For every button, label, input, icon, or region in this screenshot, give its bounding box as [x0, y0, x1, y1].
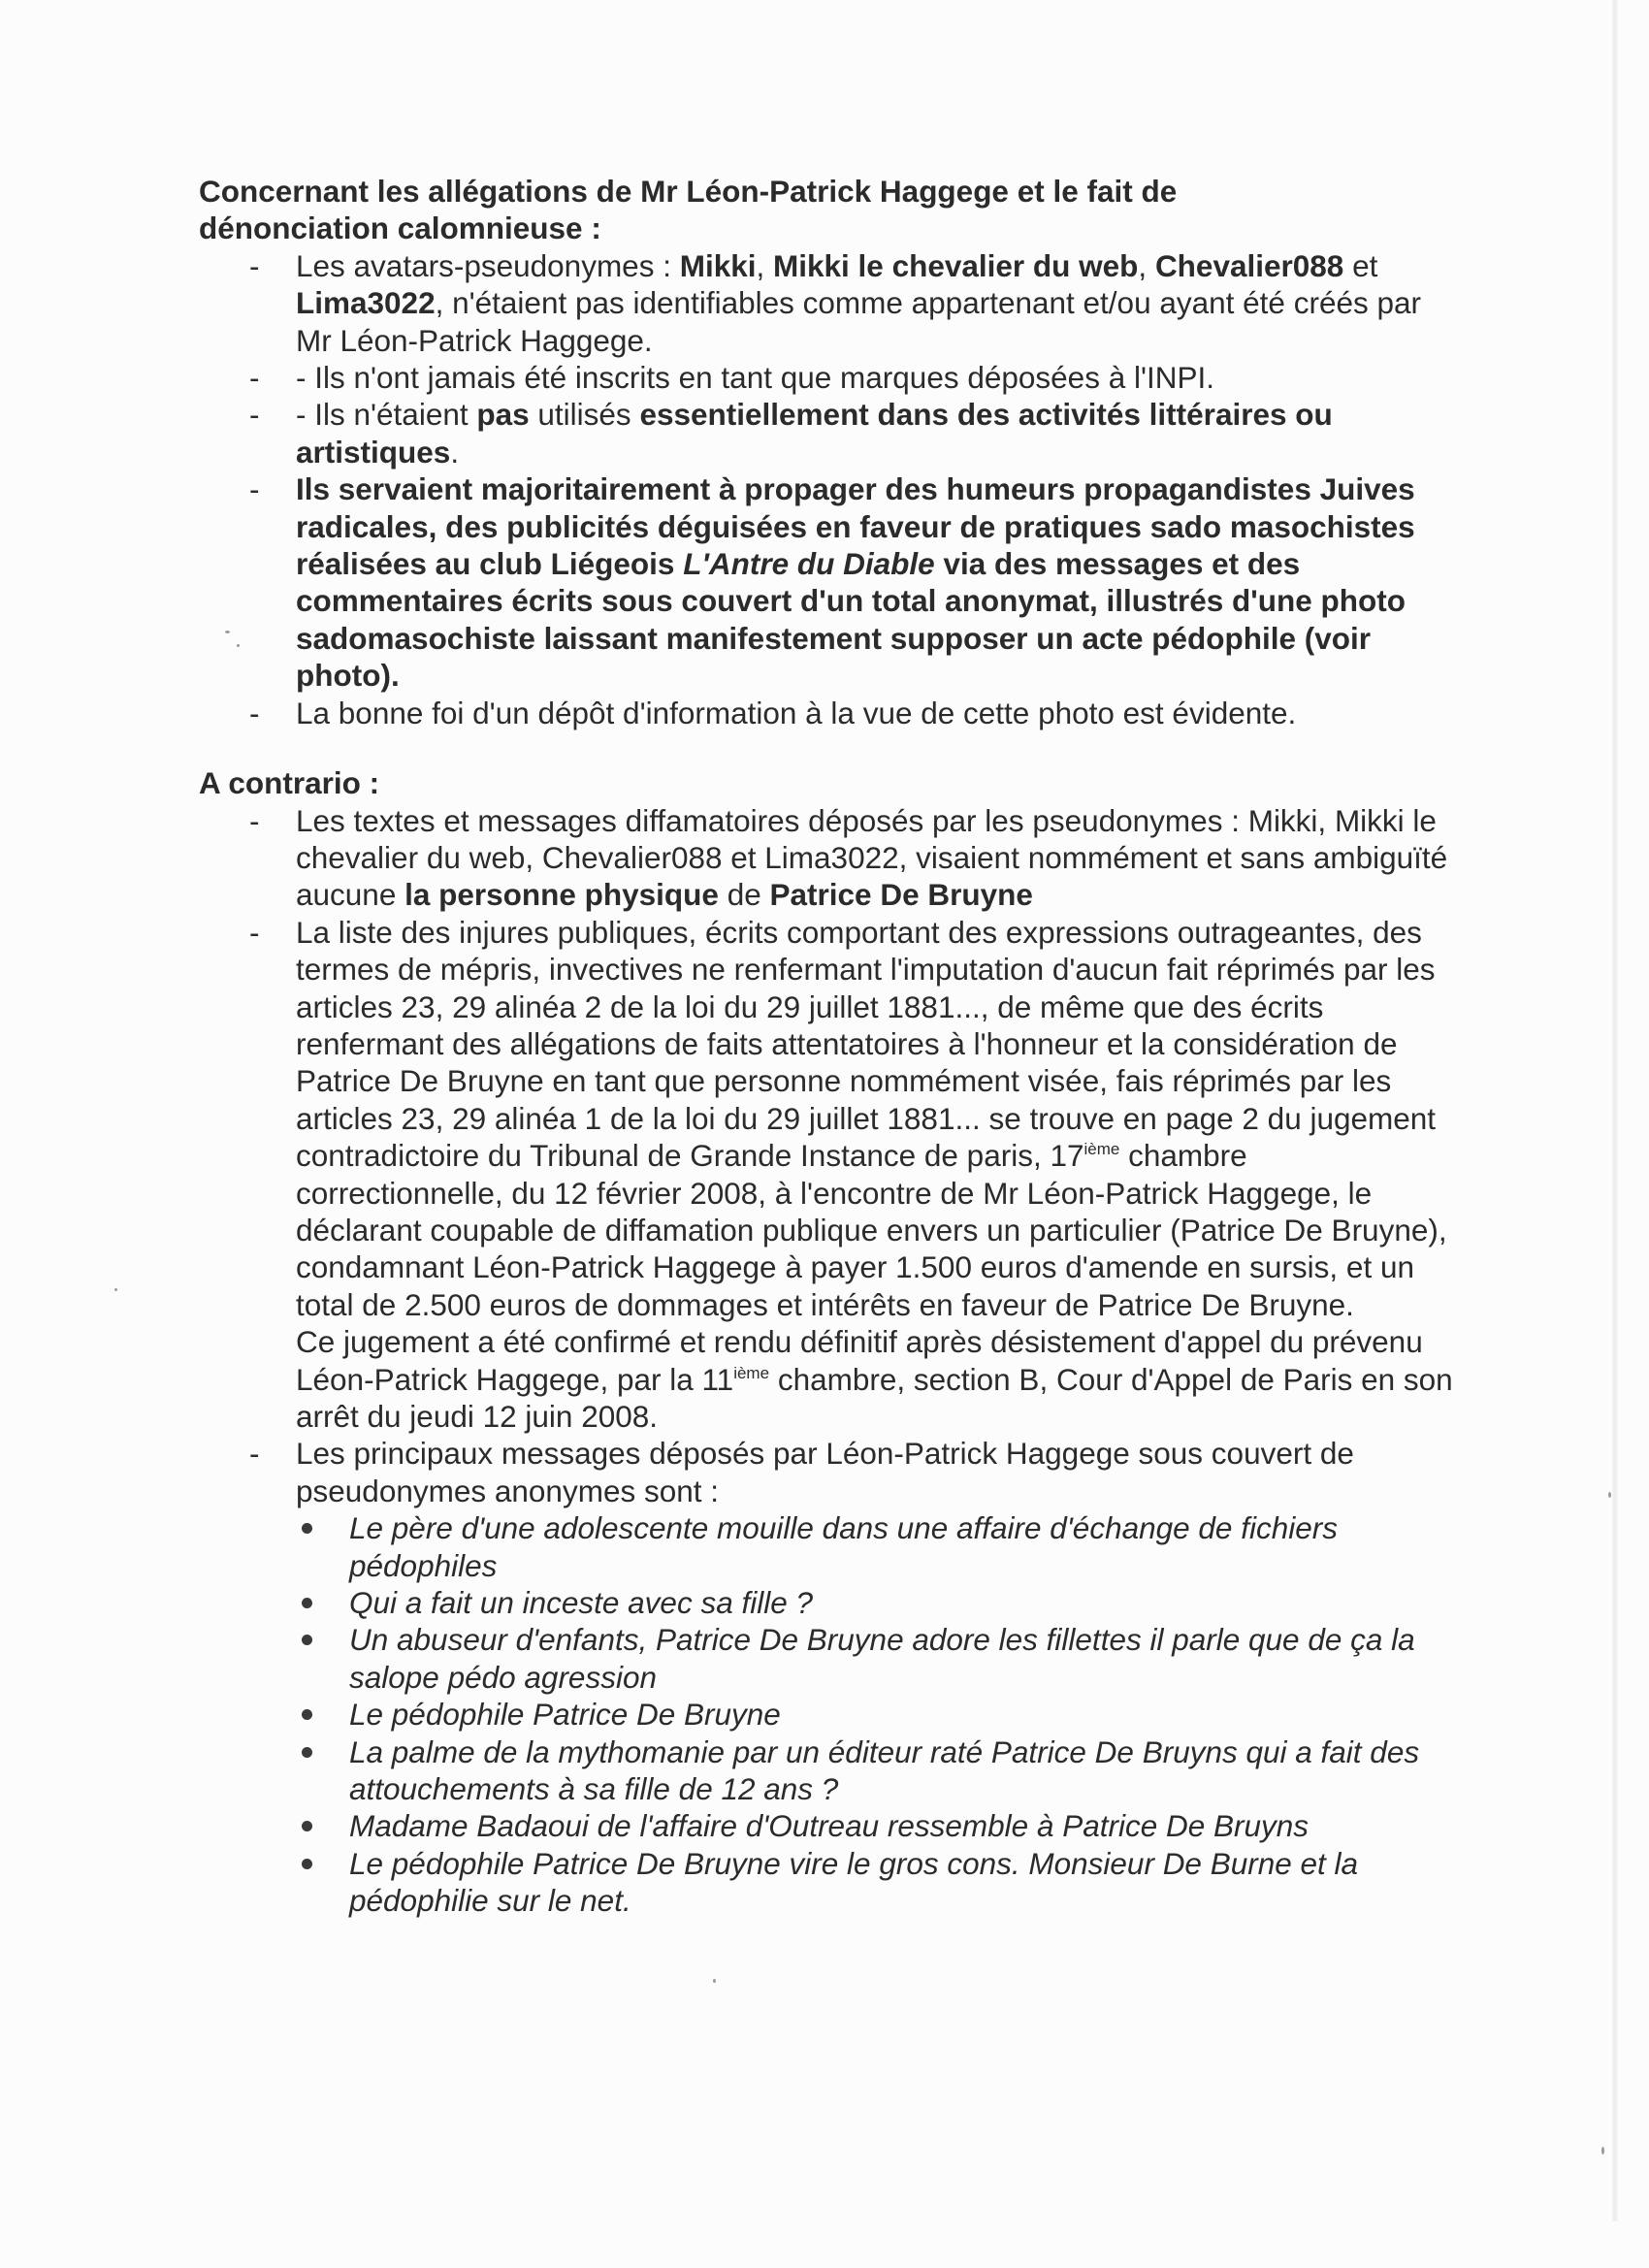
heading-line-1: Concernant les allégations de Mr Léon-Patrick Haggege et le fait de: [199, 174, 1178, 209]
item-text: et: [1343, 247, 1378, 283]
item-text: Les textes et messages diffamatoires déposés par les pseudonymes : Mikki, Mikki le chevalier du web, Chevalier088 et Lima3022, visaient nommément et sans ambiguïté aucune: [296, 802, 1448, 913]
item-text: ,: [1138, 247, 1155, 283]
section-heading-allegations: [199, 173, 1460, 247]
pseudonym-bold: Chevalier088: [1154, 247, 1344, 283]
quote-text: Qui a fait un inceste avec sa fille ?: [349, 1585, 814, 1621]
page-edge-shadow: [1612, 0, 1618, 2221]
bullet-dot-icon: [302, 1523, 312, 1534]
list-item: [199, 359, 1460, 396]
quoted-message: [296, 1584, 1460, 1621]
emphasis-bold: la personne physique: [404, 877, 719, 913]
item-text: Les principaux messages déposés par Léon-Patrick Haggege sous couvert de pseudonymes anonymes sont :: [296, 1436, 1354, 1508]
scan-speck: [713, 1979, 716, 1983]
bullet-dot-icon: [302, 1598, 312, 1608]
list-item: [199, 1435, 1460, 1919]
bullet-dot-icon: [302, 1635, 312, 1645]
scan-speck: [1601, 2147, 1604, 2155]
quote-text: Le pédophile Patrice De Bruyne vire le gros cons. Monsieur De Burne et la pédophilie sur le net.: [349, 1845, 1359, 1919]
bullet-dot-icon: [302, 1747, 312, 1758]
pseudonym-bold: Mikki le chevalier du web: [773, 247, 1139, 283]
emphasis-bold: pas: [476, 397, 530, 433]
list-item: [199, 802, 1460, 914]
pseudonym-bold: Mikki: [679, 247, 757, 283]
item-text: chambre, section B, Cour d'Appel de Paris en son arrêt du jeudi 12 juin 2008.: [296, 1361, 1453, 1434]
allegations-list: [199, 247, 1460, 731]
quote-text: Le pédophile Patrice De Bruyne: [349, 1697, 781, 1733]
quoted-message: [296, 1733, 1460, 1808]
quote-text: Madame Badaoui de l'affaire d'Outreau ressemble à Patrice De Bruyns: [349, 1808, 1310, 1844]
list-item: [199, 695, 1460, 731]
emphasis-bold: essentiellement dans des activités littéraires ou artistiques: [296, 397, 1333, 470]
item-text: - Ils n'ont jamais été inscrits en tant que marques déposées à l'INPI.: [296, 360, 1214, 396]
quote-text: La palme de la mythomanie par un éditeur raté Patrice De Bruyns qui a fait des attouchements à sa fille de 12 ans ?: [349, 1733, 1420, 1807]
bullet-dot-icon: [302, 1859, 312, 1869]
quoted-messages-list: [296, 1509, 1460, 1919]
a-contrario-list: [199, 802, 1460, 1920]
item-text: Les avatars-pseudonymes :: [296, 247, 680, 283]
item-text: - Ils n'étaient: [296, 397, 477, 433]
item-text: , n'étaient pas identifiables comme appartenant et/ou ayant été créés par Mr Léon-Patrick Haggege.: [296, 285, 1422, 358]
item-text: ,: [756, 247, 774, 283]
scan-speck: [1608, 1492, 1611, 1498]
quote-text: Un abuseur d'enfants, Patrice De Bruyne adore les fillettes il parle que de ça la salope pédo agression: [349, 1622, 1415, 1695]
section-spacer: [199, 731, 1460, 764]
dash-marker: -: [249, 471, 260, 507]
dash-marker: -: [249, 1436, 260, 1472]
item-text: de: [718, 877, 770, 913]
pseudonym-bold: Lima3022: [296, 285, 436, 321]
emphasis-bold: Ils servaient majoritairement à propager des humeurs propagandistes Juives radicales, des publicités déguisées en faveur de pratiques sado masochistes réalisées au club Liégeois: [296, 471, 1415, 582]
list-item: [199, 247, 1460, 359]
dash-marker: -: [249, 695, 260, 730]
bullet-dot-icon: [302, 1709, 312, 1720]
dash-marker: -: [249, 247, 260, 283]
dash-marker: -: [249, 802, 260, 838]
item-text: .: [450, 434, 460, 470]
quoted-message: [296, 1845, 1460, 1920]
dash-marker: -: [249, 397, 260, 433]
section-heading-a-contrario: A contrario :: [199, 765, 380, 801]
item-text: La bonne foi d'un dépôt d'information à la vue de cette photo est évidente.: [296, 695, 1297, 730]
list-item: [199, 396, 1460, 470]
item-text: La liste des injures publiques, écrits comportant des expressions outrageantes, des termes de mépris, invectives ne renfermant l'imputation d'aucun fait réprimés par les articles 23, 29 alinéa 2 de la loi du 29 juillet 1881..., de même que des écrits renfermant des allégations de faits attentatoires à l'honneur et la considération de Patrice De Bruyne en tant que personne nommément visée, fais réprimés par les articles 23, 29 alinéa 1 de la loi du 29 juillet 1881... se trouve en page 2 du jugement contradictoire du Tribunal de Grande Instance de paris, 17: [296, 914, 1437, 1174]
ordinal-superscript: ième: [733, 1363, 770, 1382]
quoted-message: [296, 1807, 1460, 1844]
person-name-bold: Patrice De Bruyne: [769, 877, 1033, 913]
emphasis-bold: via des messages et des commentaires écrits sous couvert d'un total anonymat, illustrés d'une photo sadomasochiste laissant manifestement supposer un acte pédophile (voir photo).: [296, 546, 1406, 694]
item-text: Ce jugement a été confirmé et rendu définitif après désistement d'appel du prévenu Léon-Patrick Haggege, par la 11: [296, 1324, 1423, 1397]
item-text: chambre correctionnelle, du 12 février 2008, à l'encontre de Mr Léon-Patrick Haggege, le déclarant coupable de diffamation publique envers un particulier (Patrice De Bruyne), condamnant Léon-Patrick Haggege à payer 1.500 euros d'amende en sursis, et un total de 2.500 euros de dommages et intérêts en faveur de Patrice De Bruyne.: [296, 1138, 1447, 1322]
quoted-message: [296, 1621, 1460, 1696]
bullet-dot-icon: [302, 1821, 312, 1831]
document-body: [199, 173, 1460, 1920]
list-item: [199, 914, 1460, 1436]
dash-marker: -: [249, 360, 260, 396]
ordinal-superscript: ième: [1083, 1140, 1120, 1159]
item-text: utilisés: [529, 397, 640, 433]
club-name-bold-italic: L'Antre du Diable: [683, 546, 935, 582]
quoted-message: [296, 1509, 1460, 1584]
quote-text: Le père d'une adolescente mouille dans une affaire d'échange de fichiers pédophiles: [349, 1510, 1338, 1583]
list-item: [199, 470, 1460, 694]
scan-speck: [114, 1288, 117, 1291]
heading-line-2: dénonciation calomnieuse :: [199, 211, 601, 246]
dash-marker: -: [249, 914, 260, 950]
quoted-message: [296, 1696, 1460, 1733]
